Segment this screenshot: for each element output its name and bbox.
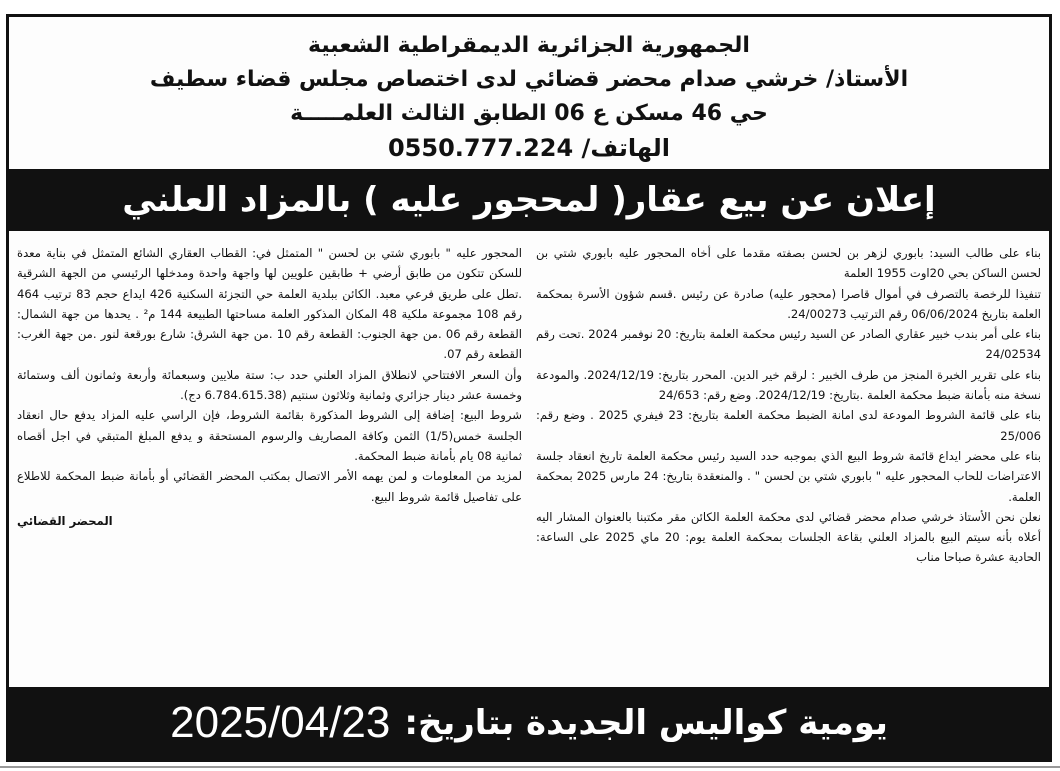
paragraph: تنفيذا للرخصة بالتصرف في أموال قاصرا (محجور عليه) صادرة عن رئيس .قسم شؤون الأسرة بمحكمة العلمة بتاريخ 06/06/2024 رقم الترتيب 24/00273. [536,286,1041,321]
paragraph: شروط البيع: إضافة إلى الشروط المذكورة بقائمة الشروط، فإن الراسي عليه المزاد يدفع حال انعقاد الجلسة خمس(1/5) الثمن وكافة المصاريف والرسوم المستحقة و يدفع المبلغ المتبقي في اجل أقصاه ثمانية 08 يام بأمانة ضبط المحكمة. [17,408,522,463]
paragraph: بناء على طالب السيد: بابوري لزهر بن لحسن بصفته مقدما على أخاه المحجور عليه بابوري شتي بن لحسن الساكن بحي 20اوت 1955 العلمة [536,246,1041,281]
bailiff-phone: الهاتف/ 0550.777.224 [387,134,671,162]
paragraph: المحجور عليه " بابوري شتي بن لحسن " المتمثل في: القطاب العقاري الشائع المتمثل في بناية معدة للسكن تتكون من طابق أرضي + طابقين علويين لها واجهة واحدة ومدخلها الرئيسي من الجهة الشرقية .تطل على طريق فرعي معبد. الكائن ببلدية العلمة حي التجزئة السكنية 426 ايداع حجم 83 ترتيب 464 رقم 108 مجموعة ملكية 48 المكان المذكور العلمة مساحتها الطبيعة 144 م² . يحدها من جهة الشمال: القطعة رقم 06 .من جهة الجنوب: القطعة رقم 10 .من جهة الشرق: شارع بورقعة لنور .من جهة الغرب: القطعة رقم 07. [17,246,522,362]
publication-date: 2025/04/23 [170,698,391,747]
publication-bar [9,687,1049,759]
right-column [536,243,1041,683]
paragraph: بناء على تقرير الخبرة المنجز من طرف الخبير : لرقم خير الدين. المحرر بتاريخ: 2024/12/19. والمودعة نسخة منه بأمانة ضبط محكمة العلمة .بتاريخ: 2024/12/19. وضع رقم: 24/653 [536,367,1041,403]
page-divider [0,766,1060,768]
bailiff-name: الأستاذ/ خرشي صدام محضر قضائي لدى اختصاص مجلس قضاء سطيف [149,67,909,92]
notice-header [9,17,1049,167]
paragraph: وأن السعر الافتتاحي لانطلاق المزاد العلني حدد ب: ستة ملايين وسبعمائة وأربعة وثمانون ألف وستمائة وخمسة عشر دينار جزائري وثمانية وثلاثون سنتيم (6.784.615.38 دج). [17,367,522,403]
left-column [17,243,522,683]
legal-notice [6,14,1052,762]
paragraph: بناء على أمر بندب خبير عقاري الصادر عن السيد رئيس محكمة العلمة بتاريخ: 20 نوفمبر 2024 .تحت رقم 24/02534 [536,327,1041,362]
notice-body [17,243,1041,683]
notice-title: إعلان عن بيع عقار( لمحجور عليه ) بالمزاد العلني [9,169,1049,231]
signature: المحضر القضائي [17,513,113,528]
paragraph: لمزيد من المعلومات و لمن يهمه الأمر الاتصال بمكتب المحضر القضائي أو بأمانة ضبط المحكمة للاطلاع على تفاصيل قائمة شروط البيع. [17,469,522,504]
paragraph: بناء على قائمة الشروط المودعة لدى امانة الضبط محكمة العلمة بتاريخ: 23 فيفري 2025 . وضع رقم: 25/006 [536,408,1041,443]
bailiff-address: حي 46 مسكن ع 06 الطابق الثالث العلمـــــة [290,101,768,126]
publication-label: يومية كواليس الجديدة بتاريخ: [404,703,888,743]
republic-title: الجمهورية الجزائرية الديمقراطية الشعبية [308,33,750,58]
paragraph: بناء على محضر ايداع قائمة شروط البيع الذي بموجبه حدد السيد رئيس محكمة العلمة تاريخ انعقاد جلسة الاعتراضات للحاب المحجور عليه " بابوري شتي بن لحسن " . والمنعقدة بتاريخ: 24 مارس 2025 بمحكمة العلمة. [536,448,1041,504]
paragraph: نعلن نحن الأستاذ خرشي صدام محضر قضائي لدى محكمة العلمة الكائن مقر مكتبنا بالعنوان المشار اليه أعلاه بأنه سيتم البيع بالمزاد العلني بقاعة الجلسات بمحكمة العلمة يوم: 20 ماي 2025 على الساعة: الحادية عشرة صباحا مناب [536,509,1041,565]
